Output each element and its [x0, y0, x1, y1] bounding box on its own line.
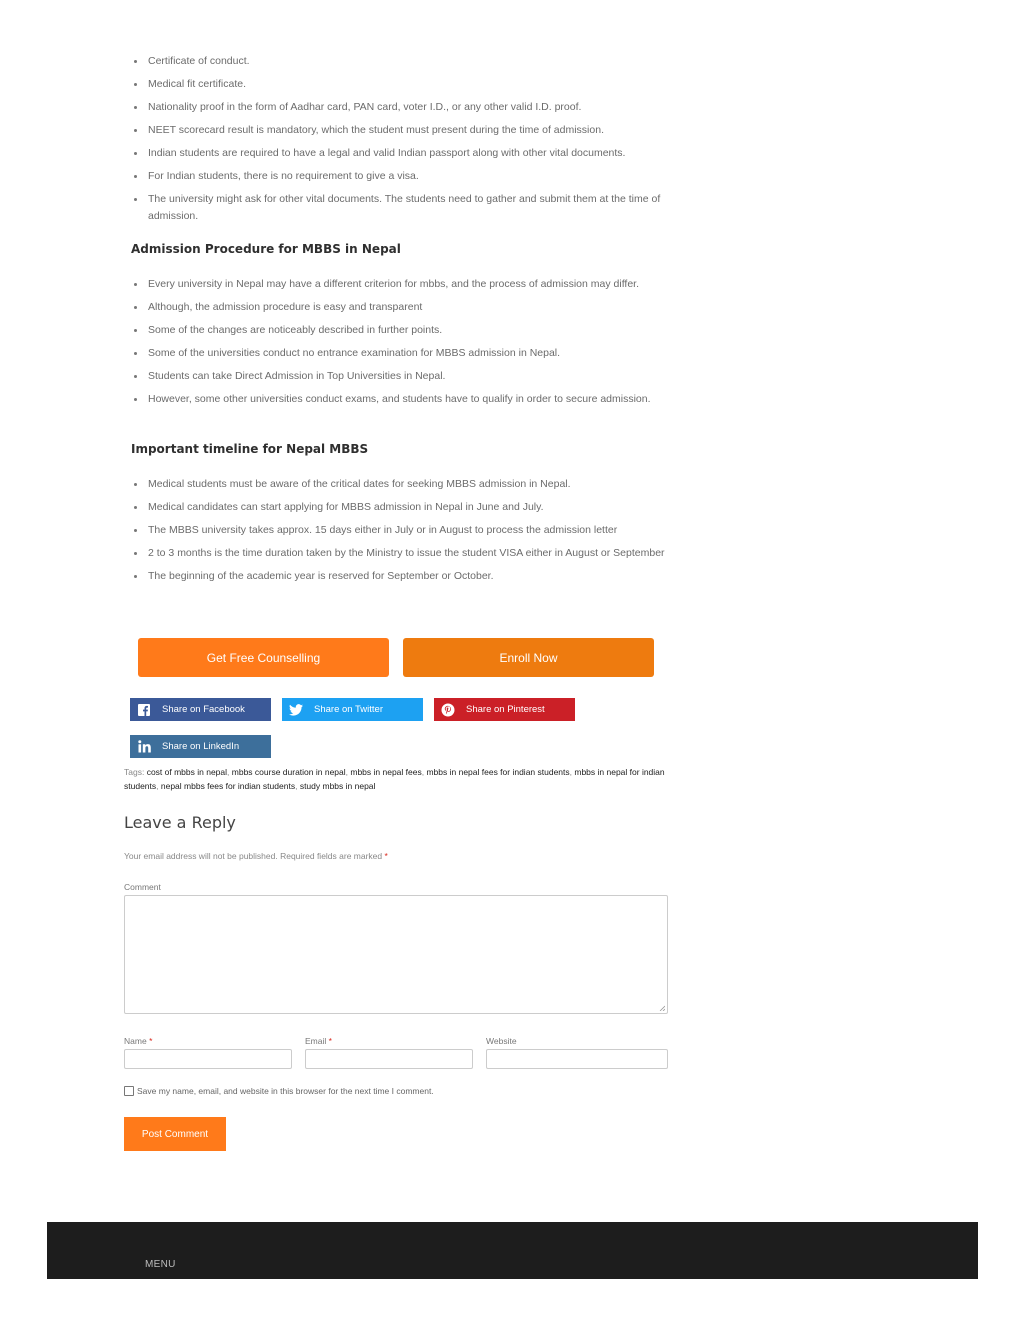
list-item: However, some other universities conduct exams, and students have to qualify in order to secure admission. — [148, 391, 692, 408]
list-item: Some of the changes are noticeably described in further points. — [148, 322, 692, 339]
save-info-checkbox[interactable] — [124, 1086, 134, 1096]
list-item: Nationality proof in the form of Aadhar card, PAN card, voter I.D., or any other valid I.D. proof. — [148, 99, 692, 116]
save-info-row — [124, 1086, 434, 1096]
tag-link[interactable]: study mbbs in nepal — [299, 781, 376, 791]
list-item: Certificate of conduct. — [148, 53, 692, 70]
share-facebook-button[interactable] — [130, 698, 271, 721]
tag-link[interactable]: nepal mbbs fees for indian students — [160, 781, 296, 791]
share-pinterest-label: Share on Pinterest — [466, 704, 545, 715]
list-item: The university might ask for other vital documents. The students need to gather and submit them at the time of admission. — [148, 191, 692, 224]
list-item: Every university in Nepal may have a different criterion for mbbs, and the process of admission may differ. — [148, 276, 692, 293]
list-item: NEET scorecard result is mandatory, which the student must present during the time of admission. — [148, 122, 692, 139]
list-item: The MBBS university takes approx. 15 days either in July or in August to process the admission letter — [148, 522, 692, 539]
list-item: Medical students must be aware of the critical dates for seeking MBBS admission in Nepal. — [148, 476, 692, 493]
get-free-counselling-button[interactable]: Get Free Counselling — [138, 638, 389, 677]
tag-link[interactable]: mbbs in nepal for indian students — [124, 767, 665, 791]
share-twitter-button[interactable] — [282, 698, 423, 721]
share-pinterest-button[interactable] — [434, 698, 575, 721]
save-info-label: Save my name, email, and website in this browser for the next time I comment. — [137, 1086, 434, 1096]
footer — [47, 1222, 978, 1279]
list-item: Although, the admission procedure is easy and transparent — [148, 299, 692, 316]
name-label: Name — [124, 1036, 147, 1046]
list-item: Students can take Direct Admission in Top Universities in Nepal. — [148, 368, 692, 385]
leave-reply-title: Leave a Reply — [124, 813, 236, 832]
footer-menu-heading: MENU — [145, 1259, 176, 1270]
list-item: Medical fit certificate. — [148, 76, 692, 93]
required-mark: * — [149, 1036, 153, 1046]
admission-list — [124, 276, 692, 414]
timeline-heading: Important timeline for Nepal MBBS — [131, 442, 369, 456]
required-mark: * — [384, 851, 388, 861]
tag-link[interactable]: mbbs in nepal fees — [350, 767, 422, 777]
list-item: For Indian students, there is no requirement to give a visa. — [148, 168, 692, 185]
tag-link[interactable]: mbbs course duration in nepal — [231, 767, 346, 777]
share-facebook-label: Share on Facebook — [162, 704, 245, 715]
list-item: Some of the universities conduct no entrance examination for MBBS admission in Nepal. — [148, 345, 692, 362]
website-input[interactable] — [486, 1049, 668, 1069]
tags-line: Tags: cost of mbbs in nepal, mbbs course duration in nepal, mbbs in nepal fees, mbbs in nepal fees for indian students, mbbs in nepal for indian students, nepal mbbs fees for indian students, study mbbs in nepal — [124, 767, 665, 791]
name-label-row — [124, 1036, 152, 1046]
email-label: Email — [305, 1036, 327, 1046]
timeline-list — [124, 476, 692, 591]
tag-link[interactable]: mbbs in nepal fees for indian students — [426, 767, 570, 777]
comment-notes-text: Your email address will not be published. Required fields are marked — [124, 851, 383, 861]
comment-label: Comment — [124, 882, 161, 892]
tag-link[interactable]: cost of mbbs in nepal — [146, 767, 228, 777]
list-item: 2 to 3 months is the time duration taken by the Ministry to issue the student VISA either in August or September — [148, 545, 692, 562]
resize-handle-icon[interactable] — [659, 1005, 665, 1011]
enroll-now-button[interactable]: Enroll Now — [403, 638, 654, 677]
website-label: Website — [486, 1036, 517, 1046]
linkedin-icon — [132, 735, 156, 758]
name-input[interactable] — [124, 1049, 292, 1069]
share-linkedin-button[interactable] — [130, 735, 271, 758]
pinterest-icon — [436, 698, 460, 721]
list-item: Indian students are required to have a legal and valid Indian passport along with other vital documents. — [148, 145, 692, 162]
share-twitter-label: Share on Twitter — [314, 704, 384, 715]
facebook-icon — [132, 698, 156, 721]
post-comment-button[interactable]: Post Comment — [124, 1117, 226, 1151]
email-label-row — [305, 1036, 332, 1046]
twitter-icon — [284, 698, 308, 721]
required-documents-list — [124, 53, 692, 231]
comment-notes — [124, 851, 388, 861]
admission-heading: Admission Procedure for MBBS in Nepal — [131, 242, 401, 256]
email-input[interactable] — [305, 1049, 473, 1069]
list-item: Medical candidates can start applying for MBBS admission in Nepal in June and July. — [148, 499, 692, 516]
share-linkedin-label: Share on LinkedIn — [162, 741, 240, 752]
required-mark: * — [328, 1036, 332, 1046]
list-item: The beginning of the academic year is reserved for September or October. — [148, 568, 692, 585]
tags-label: Tags: — [124, 767, 145, 777]
comment-textarea[interactable] — [124, 895, 668, 1014]
